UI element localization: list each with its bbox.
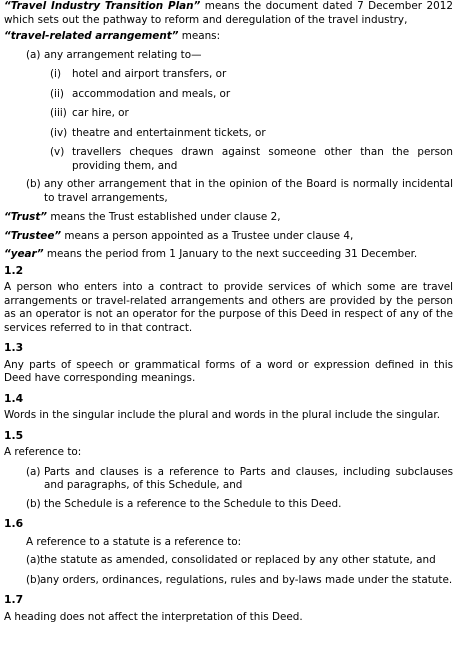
list-item: [4, 49, 453, 63]
item-label: (b): [26, 573, 41, 586]
section-heading: 1.6: [4, 517, 24, 530]
defined-term: “Trust”: [4, 211, 48, 223]
sub-item-text: hotel and airport transfers, or: [72, 68, 227, 80]
sub-item-label: (v): [50, 146, 65, 158]
item-text: the Schedule is a reference to the Schedule to this Deed.: [44, 497, 342, 510]
definition-year: [4, 248, 453, 262]
sub-item-label: (ii): [50, 87, 64, 100]
section-paragraph: Any parts of speech or grammatical forms of a word or expression defined in this Deed have corresponding meanings.: [4, 358, 453, 384]
definition-trust: [4, 211, 453, 225]
definition-text: means the Trust established under clause 2,: [47, 211, 281, 223]
item-label: (a): [26, 48, 41, 61]
sub-item: [4, 88, 453, 102]
item-text: the statute as amended, consolidated or replaced by any other statute, and: [40, 554, 436, 566]
definition-text: means the period from 1 January to the next succeeding 31 December.: [43, 248, 418, 260]
sub-item-text: accommodation and meals, or: [72, 87, 231, 100]
item-label: (a): [26, 554, 41, 566]
section-heading: 1.2: [4, 263, 24, 277]
section-paragraph: Words in the singular include the plural and words in the plural include the singular.: [4, 409, 441, 421]
sub-item-label: (iii): [50, 107, 67, 119]
item-label: (b): [26, 178, 41, 190]
definition-text: means a person appointed as a Trustee under clause 4,: [61, 229, 354, 242]
item-text: any other arrangement that in the opinion of the Board is normally incidental to travel arrangements,: [44, 178, 453, 204]
list-item: [4, 466, 453, 493]
sub-item-text: theatre and entertainment tickets, or: [72, 126, 266, 139]
defined-term: “Trustee”: [4, 229, 62, 242]
item-text: any arrangement relating to—: [44, 48, 202, 61]
sub-item-text: car hire, or: [72, 107, 129, 119]
section-paragraph: A person who enters into a contract to provide services of which some are travel arrangements or travel-related arrangements and others are provided by the person as an operator is not an operator for the purpose of this Deed in respect of any of the services referred to in that contract.: [4, 281, 453, 334]
definition-text: means the document dated 7 December 2012 which sets out the pathway to reform and deregulation of the travel industry,: [4, 0, 453, 26]
sub-item: [4, 146, 453, 173]
sub-item: [4, 127, 453, 141]
sub-item-label: (iv): [50, 126, 68, 139]
definition-text: means:: [178, 30, 221, 42]
definition-travel-related-arrangement: [4, 30, 453, 44]
item-text: Parts and clauses is a reference to Parts and clauses, including subclauses and paragraphs, of this Schedule, and: [44, 465, 453, 491]
definition-travel-industry-transition-plan: [4, 0, 453, 27]
section-heading: 1.3: [4, 341, 24, 354]
section-paragraph: A heading does not affect the interpretation of this Deed.: [4, 610, 303, 623]
defined-term: “year”: [4, 248, 44, 260]
list-item: [4, 554, 453, 568]
definition-trustee: [4, 230, 453, 244]
sub-item: [4, 107, 453, 121]
section-heading: 1.7: [4, 593, 24, 606]
item-text: any orders, ordinances, regulations, rules and by-laws made under the statute.: [40, 573, 453, 586]
defined-term: “Travel Industry Transition Plan”: [4, 0, 201, 12]
sub-item-text: travellers cheques drawn against someone other than the person providing them, and: [72, 146, 453, 172]
section-heading: 1.4: [4, 391, 24, 405]
item-label: (b): [26, 497, 41, 510]
list-item: [4, 178, 453, 205]
list-item: [4, 498, 453, 512]
section-heading: 1.5: [4, 428, 24, 442]
list-item: [4, 574, 453, 588]
section-paragraph: A reference to a statute is a reference to:: [26, 535, 242, 548]
sub-item-label: (i): [50, 68, 61, 80]
defined-term: “travel-related arrangement”: [4, 30, 179, 42]
section-paragraph: A reference to:: [4, 446, 82, 458]
sub-item: [4, 68, 453, 82]
item-label: (a): [26, 465, 41, 478]
